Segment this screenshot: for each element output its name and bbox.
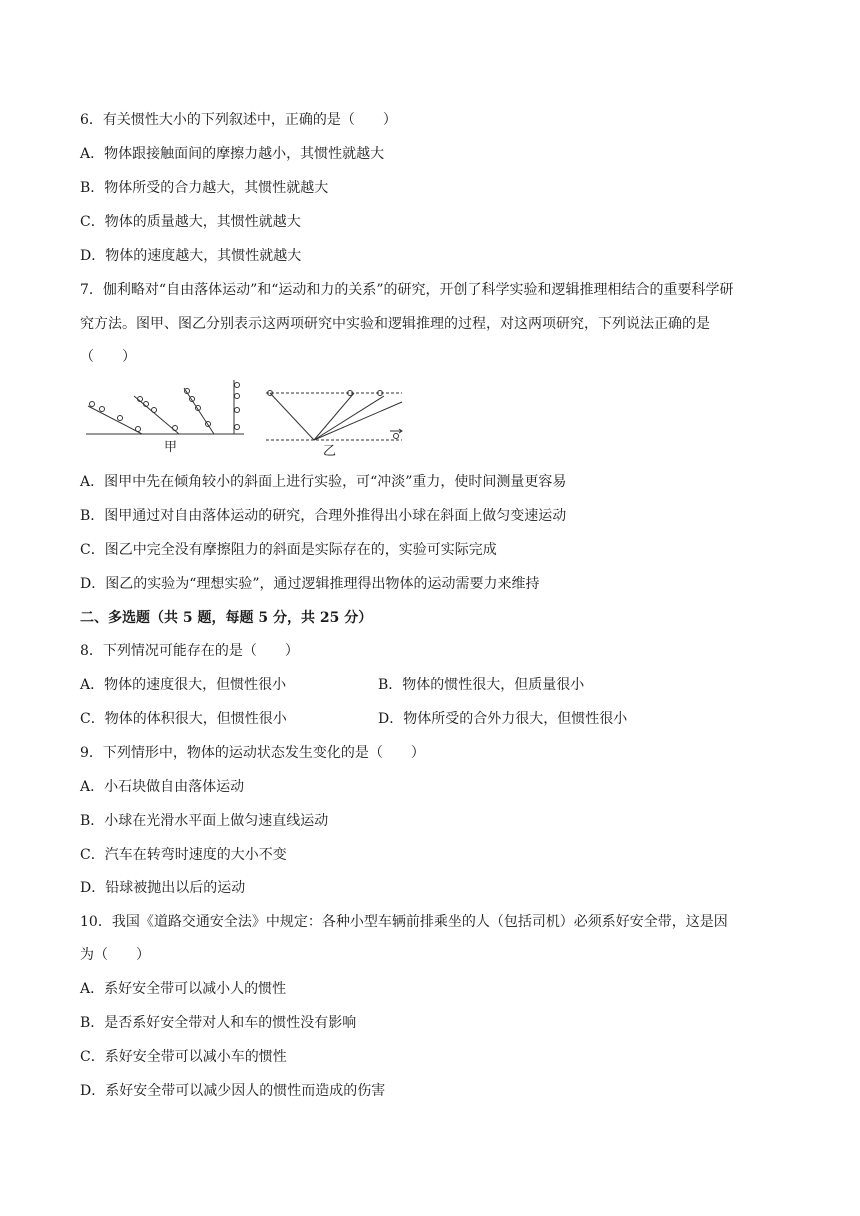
- q7-stem-line3: （ ）: [80, 349, 136, 365]
- yi-left-slope: [270, 393, 314, 440]
- figure-label-jia: 甲: [164, 440, 178, 455]
- ball: [173, 426, 178, 431]
- q8-option-c: C．物体的体积很大，但惯性很小: [80, 711, 287, 727]
- q7-option-a: A．图甲中先在倾角较小的斜面上进行实验，可“冲淡”重力，使时间测量更容易: [80, 474, 567, 490]
- q7-option-c: C．图乙中完全没有摩擦阻力的斜面是实际存在的，实验可实际完成: [80, 542, 497, 558]
- q10-option-b: B．是否系好安全带对人和车的惯性没有影响: [80, 1015, 357, 1031]
- q8-option-d: D．物体所受的合外力很大，但惯性很小: [378, 711, 628, 727]
- q6-option-a: A．物体跟接触面间的摩擦力越小，其惯性就越大: [80, 146, 385, 162]
- q7-figure: [84, 378, 424, 462]
- figure-jia: [86, 380, 244, 434]
- q9-option-c: C．汽车在转弯时速度的大小不变: [80, 847, 287, 863]
- yi-right-slope-shallow: [314, 396, 384, 440]
- q9-option-a: A．小石块做自由落体运动: [80, 779, 245, 795]
- ball: [235, 425, 240, 430]
- q7-stem-line1: 7．伽利略对“自由落体运动”和“运动和力的关系”的研究，开创了科学实验和逻辑推理相结合的重要科学研: [80, 282, 734, 298]
- yi-right-slope-shallowest: [314, 402, 402, 440]
- ball: [235, 383, 240, 388]
- q8-stem: 8．下列情况可能存在的是（ ）: [80, 643, 299, 659]
- q8-option-b: B．物体的惯性很大，但质量很小: [378, 677, 585, 693]
- ball: [394, 434, 399, 439]
- q6-stem: 6．有关惯性大小的下列叙述中，正确的是（ ）: [80, 112, 397, 128]
- ball: [90, 402, 95, 407]
- section-heading: 二、多选题（共 5 题，每题 5 分，共 25 分）: [80, 610, 373, 626]
- q7-option-b: B．图甲通过对自由落体运动的研究，合理外推得出小球在斜面上做匀变速运动: [80, 508, 567, 524]
- q10-stem-line2: 为（ ）: [80, 947, 150, 963]
- jia-incline-3: [184, 388, 214, 434]
- figure-yi: [266, 391, 402, 441]
- q8-option-a: A．物体的速度很大，但惯性很小: [80, 677, 287, 693]
- figure-label-yi: 乙: [323, 444, 337, 459]
- q10-stem-line1: 10．我国《道路交通安全法》中规定：各种小型车辆前排乘坐的人（包括司机）必须系好安全带，这是因: [80, 914, 728, 930]
- ball: [118, 416, 123, 421]
- q7-stem-line2: 究方法。图甲、图乙分别表示这两项研究中实验和逻辑推理的过程，对这两项研究，下列说法正确的是: [80, 316, 710, 332]
- q9-stem: 9．下列情形中，物体的运动状态发生变化的是（ ）: [80, 745, 425, 761]
- ball: [235, 394, 240, 399]
- yi-right-slope-steep: [314, 393, 354, 440]
- ball: [152, 408, 157, 413]
- ball: [136, 427, 141, 432]
- q7-option-d: D．图乙的实验为“理想实验”，通过逻辑推理得出物体的运动需要力来维持: [80, 576, 540, 592]
- q10-option-a: A．系好安全带可以减小人的惯性: [80, 981, 287, 997]
- q9-option-b: B．小球在光滑水平面上做匀速直线运动: [80, 813, 329, 829]
- q10-option-d: D．系好安全带可以减少因人的惯性而造成的伤害: [80, 1083, 386, 1099]
- q6-option-b: B．物体所受的合力越大，其惯性就越大: [80, 180, 329, 196]
- q10-option-c: C．系好安全带可以减小车的惯性: [80, 1049, 287, 1065]
- jia-incline-1: [88, 406, 142, 434]
- q6-option-d: D．物体的速度越大，其惯性就越大: [80, 248, 302, 264]
- ball: [100, 407, 105, 412]
- q6-option-c: C．物体的质量越大，其惯性就越大: [80, 214, 301, 230]
- q9-option-d: D．铅球被抛出以后的运动: [80, 880, 246, 896]
- ball: [235, 408, 240, 413]
